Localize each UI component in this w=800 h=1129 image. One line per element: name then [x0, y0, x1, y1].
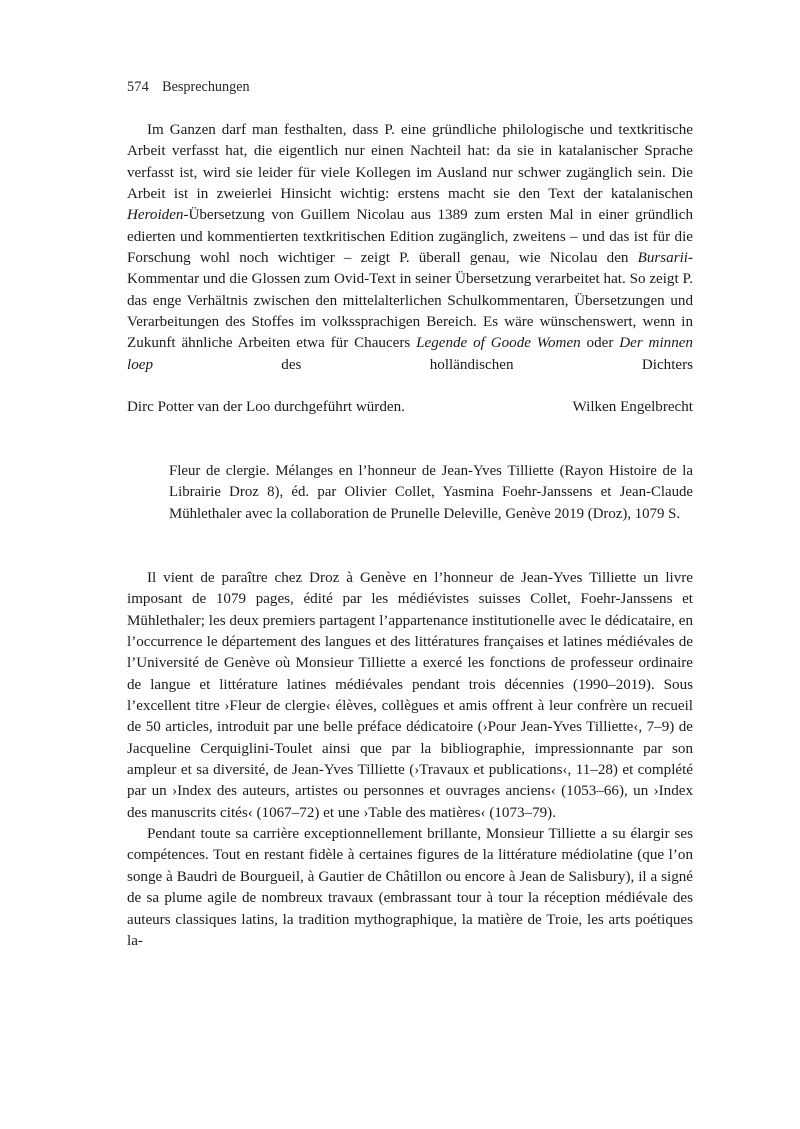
- running-head: [127, 78, 693, 96]
- review-one-last-line-text: Dirc Potter van der Loo durchgeführt würden.: [127, 399, 405, 416]
- review-one-text-column: [127, 120, 693, 419]
- review-two-paragraph-2: Pendant toute sa carrière exceptionnellement brillante, Monsieur Tilliette a su élargir ses compétences. Tout en restant fidèle à certaines figures de la littérature médiolatine (que l’on songe à Baudri de Bourgueil, à Gautier de Châtillon ou encore à Jean de Salisbury), il a signé de sa plume agile de nombreux travaux (embrassant tour à tour la réception médiévale des auteurs classiques latins, la tradition mythographique, la matière de Troie, les arts poétiques la-: [127, 826, 693, 949]
- review-two-paragraph-1: Il vient de paraître chez Droz à Genève en l’honneur de Jean-Yves Tilliette un livre imposant de 1079 pages, édité par les médiévistes suisses Collet, Foehr-Janssens et Mühlethaler; les deux premiers partagent l’appartenance institutionelle avec le dédicataire, en l’occurrence le département des langues et des littératures françaises et latines médiévales de l’Université de Genève où Monsieur Tilliette a exercé les fonctions de professeur ordinaire de langue et littérature latines médiévales pendant trois décennies (1990–2019). Sous l’excellent titre ›Fleur de clergie‹ élèves, collègues et amis offrent à leur confrère un recueil de 50 articles, introduit par une belle préface dédicatoire (›Pour Jean-Yves Tilliette‹, 7–9) de Jacqueline Cerquiglini-Toulet ainsi que par la bibliographie, impressionnante par son ampleur et sa diversité, de Jean-Yves Tilliette (›Travaux et publications‹, 11–28) et complété par un ›Index des auteurs, artistes ou personnes et ouvrages anciens‹ (1053–66), un ›Index des manuscrits cités‹ (1067–72) et une ›Table des matières‹ (1073–79).: [127, 570, 693, 821]
- review-one-italic-bursarii: Bursarii: [637, 250, 688, 267]
- review-one-italic-heroiden: Heroiden: [127, 207, 184, 224]
- review-one-segment-1: Im Ganzen darf man festhalten, dass P. eine gründliche philologische und textkritische Arbeit verfasst hat, die eigentlich nur einen Nachteil hat: da sie in katalanischer Sprache verfasst ist, wird sie leider für viele Kollegen im Ausland nur schwer zugänglich sein. Die Arbeit ist in zweierlei Hinsicht wichtig: erstens macht sie den Text der katalanischen: [127, 122, 693, 203]
- review-one-segment-5: des holländischen Dichters: [153, 356, 693, 373]
- review-one-closing-line: [127, 397, 693, 418]
- review-one-segment-3: -Kommentar und die Glossen zum Ovid-Text in seiner Übersetzung verarbeitet hat. So zeigt P. das enge Verhältnis zwischen den mittelalterlichen Schulkommentaren, Übersetzungen und Verarbeitungen des Stoffes im volkssprachigen Bereich. Es wäre wünschenswert, wenn in Zukunft ähnliche Arbeiten etwa für Chaucers: [127, 250, 693, 352]
- running-head-title: Besprechungen: [162, 79, 250, 95]
- review-one-reviewer-signature: Wilken Engelbrecht: [572, 399, 693, 416]
- review-one-segment-2: -Übersetzung von Guillem Nicolau aus 1389 zum ersten Mal in einer gründlich edierten und kommentierten textkritischen Edition zugänglich, zweitens – und das ist für die Forschung wohl noch wichtiger – zeigt P. überall genau, wie Nicolau den: [127, 207, 693, 267]
- review-one-italic-legende-of-goode-women: Legende of Goode Women: [416, 335, 581, 352]
- page-folio-number: 574: [127, 79, 150, 95]
- review-one-italic-der-minnen-loep: Der minnen loep: [127, 335, 693, 373]
- review-one-segment-4: oder: [580, 335, 620, 352]
- bibliographic-reference-block: [169, 461, 693, 525]
- review-two-text-column: [127, 568, 693, 952]
- review-one-paragraph: [127, 120, 693, 397]
- bibliographic-reference-text: Fleur de clergie. Mélanges en l’honneur de Jean-Yves Tilliette (Rayon Histoire de la Librairie Droz 8), éd. par Olivier Collet, Yasmina Foehr-Janssens et Jean-Claude Mühlethaler avec la collaboration de Prunelle Deleville, Genève 2019 (Droz), 1079 S.: [169, 463, 693, 522]
